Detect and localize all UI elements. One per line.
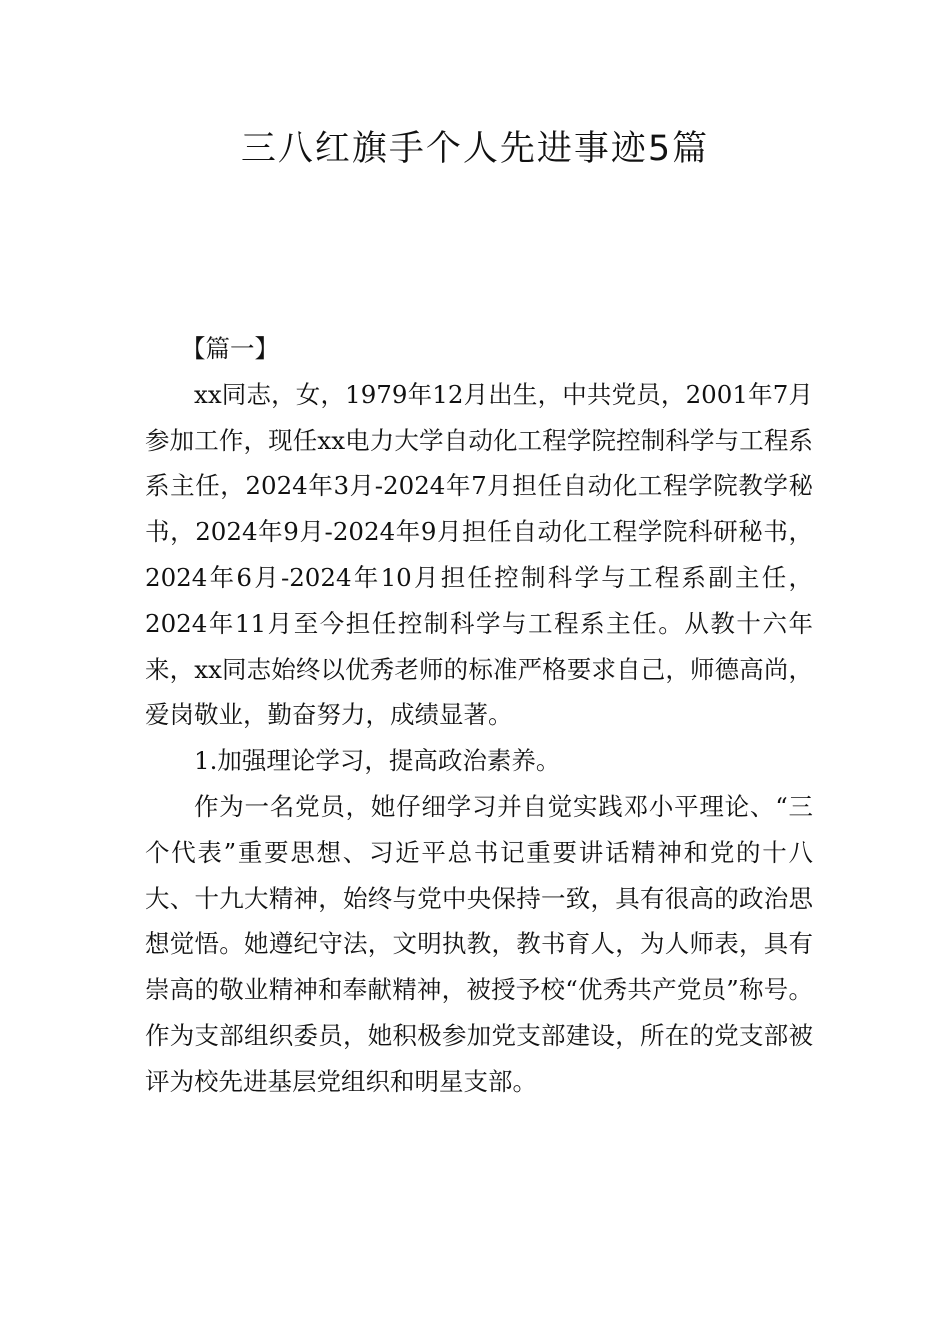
- paragraph-intro: xx同志，女，1979年12月出生，中共党员，2001年7月参加工作，现任xx电力大学自动化工程学院控制科学与工程系系主任，2024年3月-2024年7月担任自动化工程学院教学秘书，2024年9月-2024年9月担任自动化工程学院科研秘书，2024年6月-2024年10月担任控制科学与工程系副主任，2024年11月至今担任控制科学与工程系主任。从教十六年来，xx同志始终以优秀老师的标准严格要求自己，师德高尚，爱岗敬业，勤奋努力，成绩显著。: [145, 379, 813, 730]
- document-title: 三八红旗手个人先进事迹5篇: [240, 129, 710, 169]
- paragraph-subheading: 1.加强理论学习，提高政治素养。: [194, 746, 561, 776]
- section-heading: 【篇一】: [181, 334, 279, 363]
- document-body: [145, 326, 813, 1105]
- paragraph-political: 作为一名党员，她仔细学习并自觉实践邓小平理论、“三个代表”重要思想、习近平总书记重要讲话精神和党的十八大、十九大精神，始终与党中央保持一致，具有很高的政治思想觉悟。她遵纪守法，文明执教，教书育人，为人师表，具有崇高的敬业精神和奉献精神，被授予校“优秀共产党员”称号。作为支部组织委员，她积极参加党支部建设，所在的党支部被评为校先进基层党组织和明星支部。: [145, 791, 813, 1096]
